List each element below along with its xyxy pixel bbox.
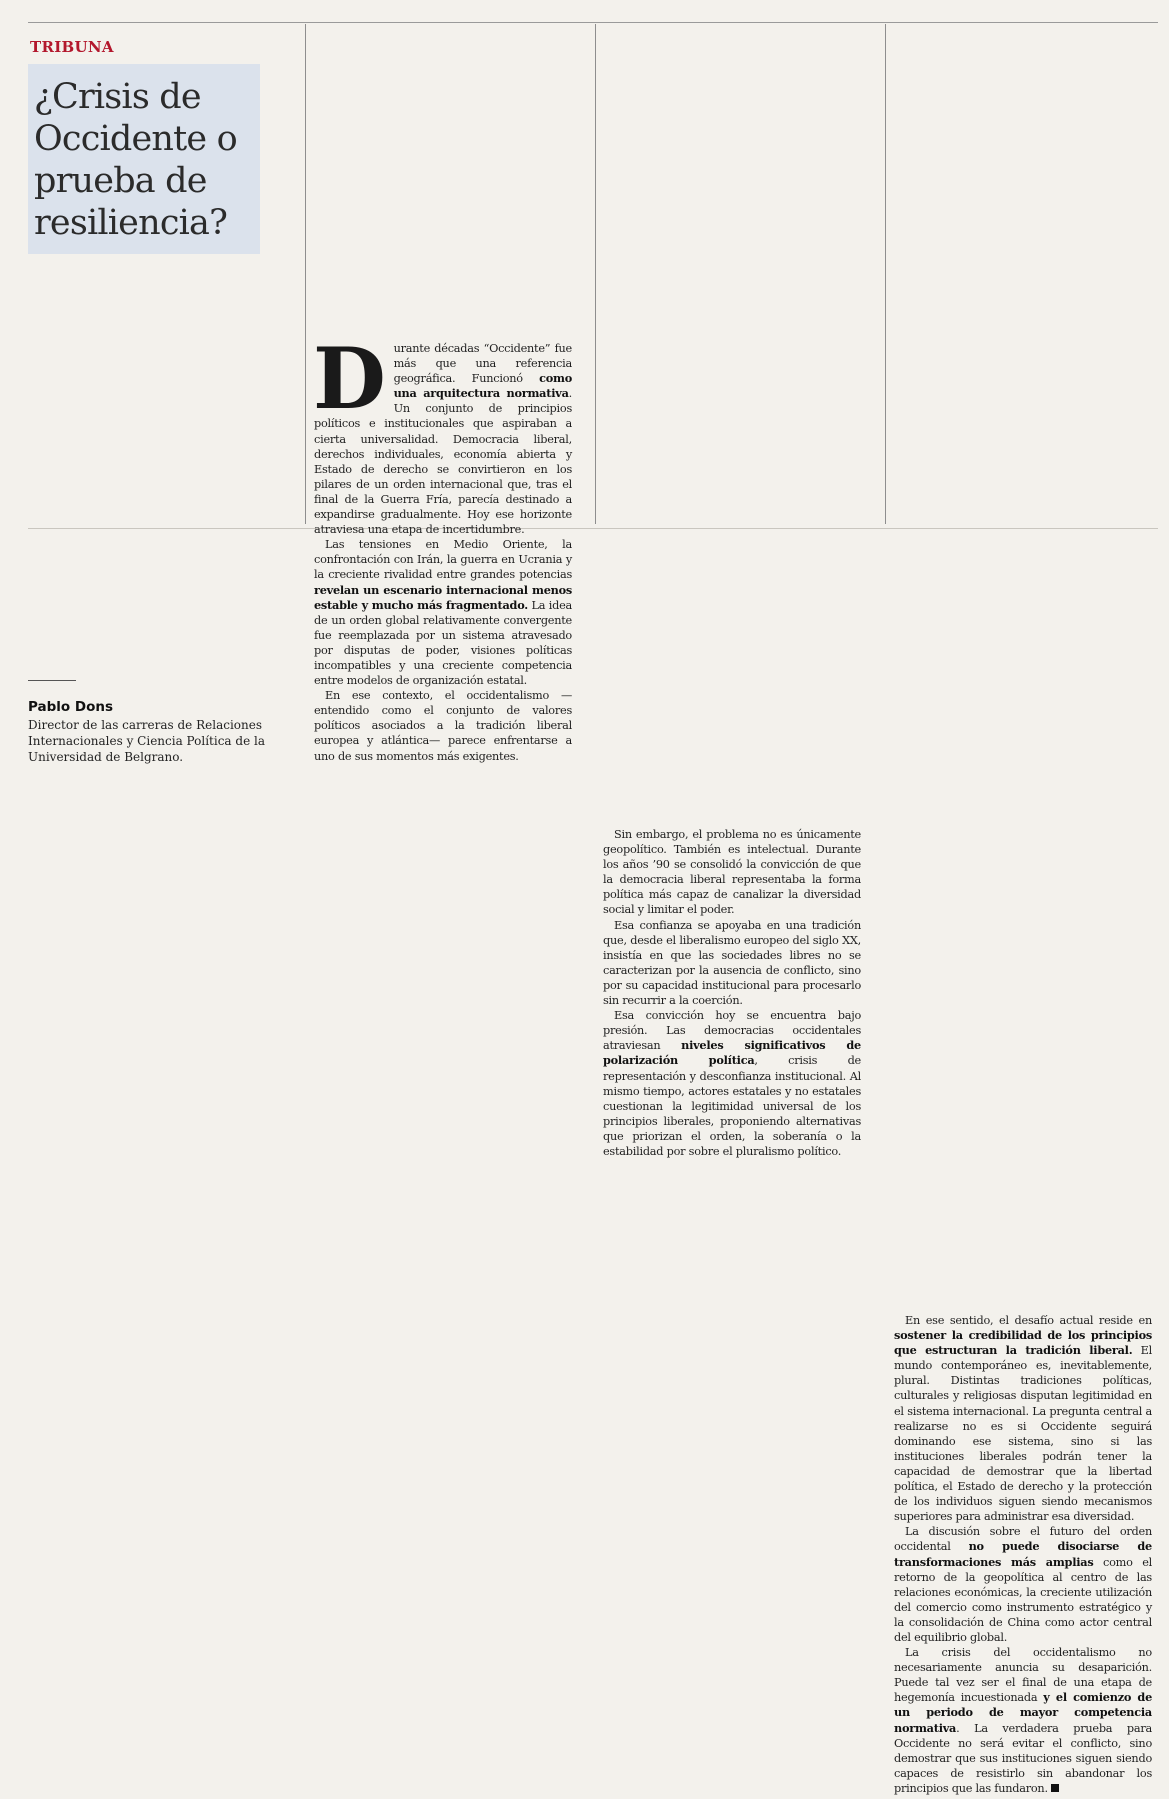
column-divider xyxy=(305,24,306,524)
column-divider xyxy=(595,24,596,524)
article-paragraph: Las tensiones en Medio Oriente, la confrontación con Irán, la guerra en Ucrania y la creciente rivalidad entre grandes potencias revelan un escenario internacional menos estable y mucho más fragmentado. La idea de un orden global relativamente convergente fue reemplazada por un sistema atravesado por disputas de poder, visiones políticas incompatibles y una creciente competencia entre modelos de organización estatal. xyxy=(314,538,572,688)
article-paragraph: En ese contexto, el occidentalismo —entendido como el conjunto de valores políticos asociados a la tradición liberal europea y atlántica— parece enfrentarse a uno de sus momentos más exigentes. xyxy=(314,689,572,763)
end-mark-icon xyxy=(1051,1784,1059,1792)
article-paragraph: En ese sentido, el desafío actual reside en sostener la credibilidad de los principios que estructuran la tradición liberal. El mundo contemporáneo es, inevitablemente, plural. Distintas tradiciones políticas, culturales y religiosas disputan legitimidad en el sistema internacional. La pregunta central a realizarse no es si Occidente seguirá dominando ese sistema, sino si las instituciones liberales podrán tener la capacidad de demostrar que la libertad política, el Estado de derecho y la protección de los individuos siguen siendo mecanismos superiores para administrar esa diversidad. xyxy=(894,1314,1153,1524)
bottom-rule xyxy=(28,528,1158,529)
article-column-2 xyxy=(603,827,861,1313)
column-divider xyxy=(885,24,886,524)
drop-cap: D xyxy=(313,329,386,428)
author-block xyxy=(28,680,303,765)
article-column-3 xyxy=(894,1313,1152,1799)
article-paragraph: La crisis del occidentalismo no necesariamente anuncia su desaparición. Puede tal vez ser el final de una etapa de hegemonía incuestionada y el comienzo de un periodo de mayor competencia normativa. La verdadera prueba para Occidente no será evitar el conflicto, sino demostrar que sus instituciones siguen siendo capaces de resistirlo sin abandonar los principios que las fundaron. xyxy=(894,1646,1153,1795)
author-rule xyxy=(28,680,76,681)
headline-block xyxy=(28,38,298,254)
article-paragraph: Sin embargo, el problema no es únicamente geopolítico. También es intelectual. Durante los años ’90 se consolidó la convicción de que la democracia liberal representaba la forma política más capaz de canalizar la diversidad social y limitar el poder. xyxy=(603,828,861,917)
article-column-1 xyxy=(313,329,572,827)
article-paragraph: Durante décadas “Occidente” fue más que una referencia geográfica. Funcionó como una arquitectura normativa. Un conjunto de principios políticos e institucionales que aspiraban a cierta universalidad. Democracia liberal, derechos individuales, economía abierta y Estado de derecho se convirtieron en los pilares de un orden internacional que, tras el final de la Guerra Fría, parecía destinado a expandirse gradualmente. Hoy ese horizonte atraviesa una etapa de incertidumbre. xyxy=(313,329,572,537)
author-name: Pablo Dons xyxy=(28,699,114,715)
article-paragraph: Esa convicción hoy se encuentra bajo presión. Las democracias occidentales atraviesan niveles significativos de polarización política, crisis de representación y desconfianza institucional. Al mismo tiempo, actores estatales y no estatales cuestionan la legitimidad universal de los principios liberales, proponiendo alternativas que priorizan el orden, la soberanía o la estabilidad por sobre el pluralismo político. xyxy=(603,1009,861,1158)
author-bio: Director de las carreras de Relaciones Internacionales y Ciencia Política de la Universidad de Belgrano. xyxy=(28,718,265,764)
top-rule xyxy=(28,22,1158,23)
headline-box xyxy=(28,64,260,254)
article-paragraph: La discusión sobre el futuro del orden occidental no puede disociarse de transformaciones más amplias como el retorno de la geopolítica al centro de las relaciones económicas, la creciente utilización del comercio como instrumento estratégico y la consolidación de China como actor central del equilibrio global. xyxy=(894,1525,1152,1644)
article-paragraph: Esa confianza se apoyaba en una tradición que, desde el liberalismo europeo del siglo XX, insistía en que las sociedades libres no se caracterizan por la ausencia de conflicto, sino por su capacidad institucional para procesarlo sin recurrir a la coerción. xyxy=(603,918,861,1008)
headline: ¿Crisis de Occidente o prueba de resiliencia? xyxy=(34,77,237,243)
section-kicker: TRIBUNA xyxy=(30,38,114,56)
